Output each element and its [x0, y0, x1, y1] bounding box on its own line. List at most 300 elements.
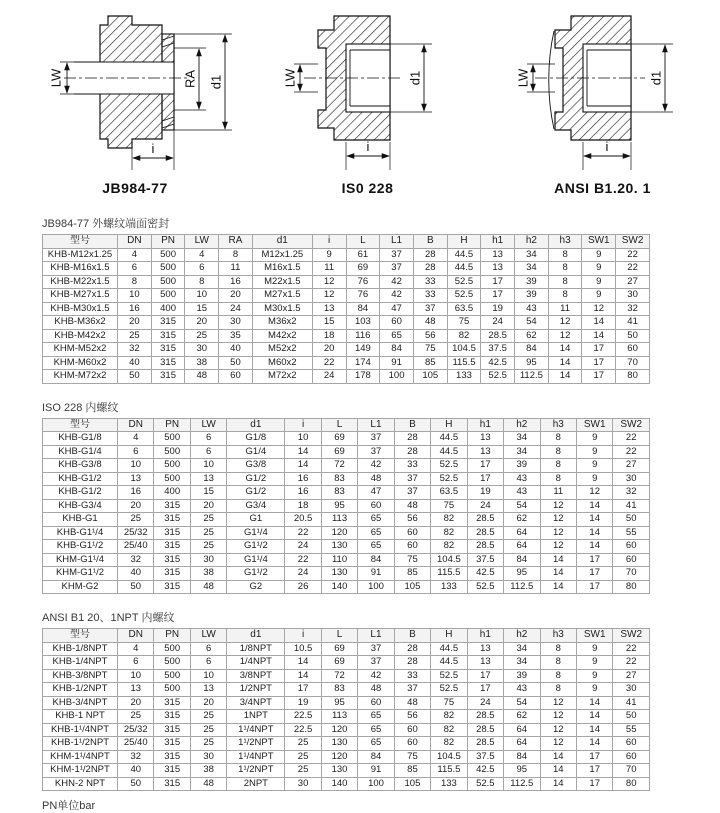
value-cell: M27x1.5: [252, 289, 312, 303]
value-cell: G1/4: [227, 445, 285, 459]
value-cell: 100: [358, 777, 394, 791]
value-cell: 72: [321, 459, 357, 473]
value-cell: 28.5: [467, 526, 503, 540]
column-header: SW1: [576, 418, 612, 432]
table-row: [43, 289, 650, 303]
value-cell: 35: [219, 329, 253, 343]
value-cell: 13: [312, 302, 346, 316]
value-cell: 65: [358, 540, 394, 554]
value-cell: 64: [504, 723, 540, 737]
model-cell: KHM-1¹/2NPT: [43, 764, 118, 778]
table-row: [43, 777, 650, 791]
value-cell: 44.5: [431, 432, 467, 446]
column-header: 型号: [43, 418, 118, 432]
value-cell: 8: [118, 275, 152, 289]
value-cell: 4: [118, 248, 152, 262]
value-cell: 25/40: [118, 737, 154, 751]
value-cell: 14: [582, 329, 616, 343]
value-cell: 13: [467, 656, 503, 670]
diagram-standard-label: IS0 228: [341, 180, 394, 196]
table-row: [43, 432, 650, 446]
value-cell: 14: [285, 656, 321, 670]
value-cell: 8: [540, 642, 576, 656]
value-cell: 9: [576, 459, 612, 473]
value-cell: 52.5: [431, 472, 467, 486]
value-cell: 12: [540, 513, 576, 527]
value-cell: 70: [616, 356, 650, 370]
value-cell: 95: [321, 696, 357, 710]
value-cell: 13: [467, 642, 503, 656]
value-cell: 17: [467, 459, 503, 473]
value-cell: 80: [616, 370, 650, 384]
value-cell: 44.5: [431, 642, 467, 656]
dim-label-i: i: [366, 139, 370, 154]
column-header: DN: [118, 629, 154, 643]
column-header: SW2: [616, 235, 650, 249]
column-header: L1: [380, 235, 414, 249]
value-cell: 50: [118, 580, 154, 594]
value-cell: G1¹/2: [227, 567, 285, 581]
model-cell: KHB-G1/2: [43, 486, 118, 500]
value-cell: 42.5: [467, 764, 503, 778]
value-cell: 91: [380, 356, 414, 370]
value-cell: 37.5: [467, 553, 503, 567]
value-cell: 56: [413, 329, 447, 343]
value-cell: 22.5: [285, 723, 321, 737]
value-cell: 28.5: [467, 737, 503, 751]
column-header: SW2: [613, 629, 650, 643]
value-cell: 315: [154, 580, 190, 594]
table-row: [43, 750, 650, 764]
value-cell: 17: [576, 764, 612, 778]
value-cell: 8: [540, 669, 576, 683]
value-cell: 65: [358, 710, 394, 724]
value-cell: 52.5: [431, 683, 467, 697]
value-cell: 14: [576, 710, 612, 724]
table-row: [43, 513, 650, 527]
value-cell: 315: [151, 316, 185, 330]
table-row: [43, 580, 650, 594]
value-cell: 17: [576, 553, 612, 567]
value-cell: 315: [154, 540, 190, 554]
value-cell: 25: [190, 710, 226, 724]
value-cell: 34: [504, 642, 540, 656]
value-cell: 75: [394, 553, 430, 567]
value-cell: 120: [321, 723, 357, 737]
value-cell: 115.5: [431, 764, 467, 778]
value-cell: 14: [540, 553, 576, 567]
value-cell: 14: [576, 499, 612, 513]
model-cell: KHB-3/8NPT: [43, 669, 118, 683]
value-cell: 75: [413, 343, 447, 357]
value-cell: 16: [219, 275, 253, 289]
value-cell: M60x2: [252, 356, 312, 370]
value-cell: 14: [548, 343, 582, 357]
value-cell: 112.5: [504, 777, 540, 791]
value-cell: 43: [504, 683, 540, 697]
value-cell: 95: [504, 567, 540, 581]
value-cell: 14: [576, 696, 612, 710]
value-cell: 75: [431, 696, 467, 710]
value-cell: 56: [394, 710, 430, 724]
value-cell: 28.5: [467, 540, 503, 554]
value-cell: 100: [380, 370, 414, 384]
value-cell: 14: [540, 777, 576, 791]
value-cell: 8: [548, 289, 582, 303]
value-cell: 82: [431, 723, 467, 737]
column-header: h2: [504, 418, 540, 432]
value-cell: G2: [227, 580, 285, 594]
model-cell: KHB-3/4NPT: [43, 696, 118, 710]
value-cell: 60: [358, 499, 394, 513]
value-cell: 34: [504, 445, 540, 459]
column-header: H: [447, 235, 481, 249]
value-cell: 13: [118, 472, 154, 486]
table-row: [43, 499, 650, 513]
value-cell: G1/2: [227, 472, 285, 486]
value-cell: 13: [190, 472, 226, 486]
value-cell: 65: [358, 737, 394, 751]
value-cell: 14: [576, 513, 612, 527]
model-cell: KHM-M72x2: [43, 370, 118, 384]
value-cell: 17: [467, 669, 503, 683]
value-cell: 30: [285, 777, 321, 791]
value-cell: 15: [312, 316, 346, 330]
value-cell: G3/4: [227, 499, 285, 513]
table-row: [43, 656, 650, 670]
model-cell: KHM-M52x2: [43, 343, 118, 357]
value-cell: 174: [346, 356, 380, 370]
value-cell: 32: [118, 750, 154, 764]
value-cell: 9: [576, 642, 612, 656]
value-cell: 315: [151, 356, 185, 370]
table-row: [43, 683, 650, 697]
value-cell: 28: [413, 262, 447, 276]
value-cell: 84: [515, 343, 549, 357]
value-cell: 38: [190, 764, 226, 778]
column-header: RA: [219, 235, 253, 249]
value-cell: 28: [394, 656, 430, 670]
value-cell: 9: [312, 248, 346, 262]
value-cell: 47: [380, 302, 414, 316]
value-cell: 500: [151, 275, 185, 289]
value-cell: 130: [321, 540, 357, 554]
model-cell: KHB-1 NPT: [43, 710, 118, 724]
value-cell: 315: [154, 777, 190, 791]
value-cell: 500: [151, 262, 185, 276]
value-cell: 140: [321, 580, 357, 594]
value-cell: 22: [616, 262, 650, 276]
table-row: [43, 764, 650, 778]
table-row: [43, 343, 650, 357]
model-cell: KHB-M27x1.5: [43, 289, 118, 303]
value-cell: 82: [431, 710, 467, 724]
value-cell: 37: [358, 656, 394, 670]
value-cell: 84: [346, 302, 380, 316]
value-cell: 8: [219, 248, 253, 262]
value-cell: 10: [118, 669, 154, 683]
diagram-row: [0, 0, 720, 200]
value-cell: 42.5: [481, 356, 515, 370]
value-cell: 44.5: [447, 248, 481, 262]
value-cell: 83: [321, 683, 357, 697]
value-cell: 75: [447, 316, 481, 330]
value-cell: 65: [358, 526, 394, 540]
value-cell: 12: [540, 723, 576, 737]
column-header: L: [346, 235, 380, 249]
value-cell: 60: [394, 723, 430, 737]
value-cell: 50: [616, 329, 650, 343]
value-cell: 27: [613, 459, 650, 473]
value-cell: 13: [481, 262, 515, 276]
value-cell: 60: [380, 316, 414, 330]
value-cell: 28.5: [481, 329, 515, 343]
value-cell: 24: [285, 540, 321, 554]
value-cell: M36x2: [252, 316, 312, 330]
value-cell: 20: [118, 499, 154, 513]
value-cell: 17: [576, 777, 612, 791]
value-cell: M16x1.5: [252, 262, 312, 276]
value-cell: 28: [413, 248, 447, 262]
value-cell: 33: [394, 669, 430, 683]
value-cell: 13: [118, 683, 154, 697]
value-cell: 95: [515, 356, 549, 370]
value-cell: 25: [285, 764, 321, 778]
value-cell: 17: [481, 289, 515, 303]
model-cell: KHB-1/8NPT: [43, 642, 118, 656]
value-cell: 1/2NPT: [227, 683, 285, 697]
value-cell: 104.5: [431, 750, 467, 764]
model-cell: KHB-M42x2: [43, 329, 118, 343]
value-cell: 50: [613, 513, 650, 527]
value-cell: 50: [118, 370, 152, 384]
value-cell: 16: [285, 486, 321, 500]
table-row: [43, 329, 650, 343]
model-cell: KHN-2 NPT: [43, 777, 118, 791]
value-cell: 17: [582, 356, 616, 370]
value-cell: 34: [504, 656, 540, 670]
value-cell: 12: [576, 486, 612, 500]
value-cell: 30: [190, 750, 226, 764]
value-cell: 48: [185, 370, 219, 384]
model-cell: KHB-G3/8: [43, 459, 118, 473]
value-cell: 37: [413, 302, 447, 316]
value-cell: 44.5: [431, 656, 467, 670]
value-cell: 15: [190, 486, 226, 500]
table-row: [43, 370, 650, 384]
value-cell: 113: [321, 710, 357, 724]
value-cell: 11: [548, 302, 582, 316]
value-cell: 315: [151, 329, 185, 343]
value-cell: 48: [394, 696, 430, 710]
value-cell: 113: [321, 513, 357, 527]
dim-label-d1: d1: [208, 74, 224, 90]
header-row: [43, 235, 650, 249]
column-header: h3: [540, 418, 576, 432]
value-cell: 25: [190, 540, 226, 554]
value-cell: 15: [185, 302, 219, 316]
value-cell: 133: [447, 370, 481, 384]
value-cell: 10: [185, 289, 219, 303]
value-cell: 37: [358, 642, 394, 656]
column-header: H: [431, 418, 467, 432]
value-cell: 37.5: [467, 750, 503, 764]
value-cell: 84: [380, 343, 414, 357]
value-cell: 9: [576, 669, 612, 683]
value-cell: 43: [504, 486, 540, 500]
value-cell: 10: [190, 669, 226, 683]
diagram-jb984-77: [10, 6, 260, 200]
value-cell: 50: [613, 710, 650, 724]
value-cell: 6: [190, 642, 226, 656]
value-cell: 17: [481, 275, 515, 289]
value-cell: 17: [576, 567, 612, 581]
value-cell: 130: [321, 764, 357, 778]
value-cell: 25/32: [118, 723, 154, 737]
value-cell: 178: [346, 370, 380, 384]
value-cell: 80: [613, 777, 650, 791]
table-row: [43, 553, 650, 567]
value-cell: 37: [394, 472, 430, 486]
value-cell: 52.5: [467, 580, 503, 594]
value-cell: 95: [321, 499, 357, 513]
value-cell: 40: [118, 356, 152, 370]
value-cell: 12: [540, 499, 576, 513]
value-cell: 9: [576, 432, 612, 446]
value-cell: 4: [118, 432, 154, 446]
column-header: 型号: [43, 629, 118, 643]
value-cell: 20: [118, 696, 154, 710]
value-cell: 34: [504, 432, 540, 446]
value-cell: 14: [576, 526, 612, 540]
diagram-ansi-npt: [475, 6, 720, 200]
column-header: h3: [548, 235, 582, 249]
column-header: B: [413, 235, 447, 249]
dim-label-lw: LW: [515, 68, 531, 88]
value-cell: 130: [321, 737, 357, 751]
value-cell: 17: [582, 343, 616, 357]
table-row: [43, 526, 650, 540]
value-cell: 140: [321, 777, 357, 791]
dim-label-d1: d1: [407, 70, 423, 86]
value-cell: 30: [190, 553, 226, 567]
value-cell: 14: [285, 445, 321, 459]
value-cell: 500: [154, 656, 190, 670]
model-cell: KHB-1¹/4NPT: [43, 723, 118, 737]
diagram-standard-label: JB984-77: [102, 180, 168, 196]
model-cell: KHB-G3/4: [43, 499, 118, 513]
model-cell: KHB-G1/8: [43, 432, 118, 446]
value-cell: 500: [154, 683, 190, 697]
female-npt-fitting-drawing: [475, 6, 720, 178]
value-cell: 91: [358, 764, 394, 778]
value-cell: 64: [504, 526, 540, 540]
value-cell: 83: [321, 472, 357, 486]
value-cell: 12: [582, 302, 616, 316]
column-header: h1: [481, 235, 515, 249]
value-cell: 12: [540, 737, 576, 751]
value-cell: 14: [540, 764, 576, 778]
value-cell: 25/32: [118, 526, 154, 540]
model-cell: KHB-1/4NPT: [43, 656, 118, 670]
column-header: PN: [151, 235, 185, 249]
value-cell: 30: [613, 683, 650, 697]
value-cell: 42: [358, 459, 394, 473]
value-cell: 42: [380, 275, 414, 289]
value-cell: 48: [358, 683, 394, 697]
value-cell: 34: [515, 262, 549, 276]
value-cell: 60: [394, 526, 430, 540]
value-cell: 20: [190, 499, 226, 513]
value-cell: 112.5: [515, 370, 549, 384]
value-cell: 52.5: [431, 669, 467, 683]
column-header: DN: [118, 235, 152, 249]
value-cell: 16: [118, 302, 152, 316]
table-caption-iso228: ISO 228 内螺纹: [42, 401, 119, 414]
value-cell: 12: [548, 316, 582, 330]
value-cell: 91: [358, 567, 394, 581]
table-row: [43, 669, 650, 683]
column-header: i: [312, 235, 346, 249]
model-cell: KHB-M16x1.5: [43, 262, 118, 276]
value-cell: 10.5: [285, 642, 321, 656]
value-cell: 32: [613, 486, 650, 500]
value-cell: 43: [515, 302, 549, 316]
column-header: H: [431, 629, 467, 643]
value-cell: 32: [616, 302, 650, 316]
value-cell: 11: [219, 262, 253, 276]
value-cell: 500: [151, 248, 185, 262]
value-cell: 48: [394, 499, 430, 513]
column-header: h2: [515, 235, 549, 249]
value-cell: 9: [582, 262, 616, 276]
value-cell: 60: [358, 696, 394, 710]
value-cell: 1/4NPT: [227, 656, 285, 670]
column-header: DN: [118, 418, 154, 432]
value-cell: 25: [185, 329, 219, 343]
value-cell: 62: [515, 329, 549, 343]
value-cell: 75: [431, 499, 467, 513]
value-cell: 37: [358, 445, 394, 459]
value-cell: 1NPT: [227, 710, 285, 724]
value-cell: 12: [312, 275, 346, 289]
value-cell: 48: [413, 316, 447, 330]
value-cell: 60: [613, 540, 650, 554]
column-header: B: [394, 629, 430, 643]
value-cell: 42.5: [467, 567, 503, 581]
value-cell: 69: [321, 445, 357, 459]
value-cell: 17: [467, 683, 503, 697]
diagram-iso228: [260, 6, 475, 200]
value-cell: 105: [413, 370, 447, 384]
value-cell: 112.5: [504, 580, 540, 594]
value-cell: 6: [118, 262, 152, 276]
value-cell: 28: [394, 642, 430, 656]
value-cell: 24: [285, 567, 321, 581]
pn-unit-note: PN单位bar: [42, 800, 96, 812]
value-cell: 9: [582, 275, 616, 289]
value-cell: 48: [358, 472, 394, 486]
column-header: LW: [190, 418, 226, 432]
value-cell: 1¹/2NPT: [227, 764, 285, 778]
value-cell: 315: [154, 513, 190, 527]
table-row: [43, 275, 650, 289]
value-cell: G1¹/4: [227, 553, 285, 567]
value-cell: 11: [540, 486, 576, 500]
value-cell: 80: [613, 580, 650, 594]
value-cell: G3/8: [227, 459, 285, 473]
value-cell: 25: [285, 750, 321, 764]
